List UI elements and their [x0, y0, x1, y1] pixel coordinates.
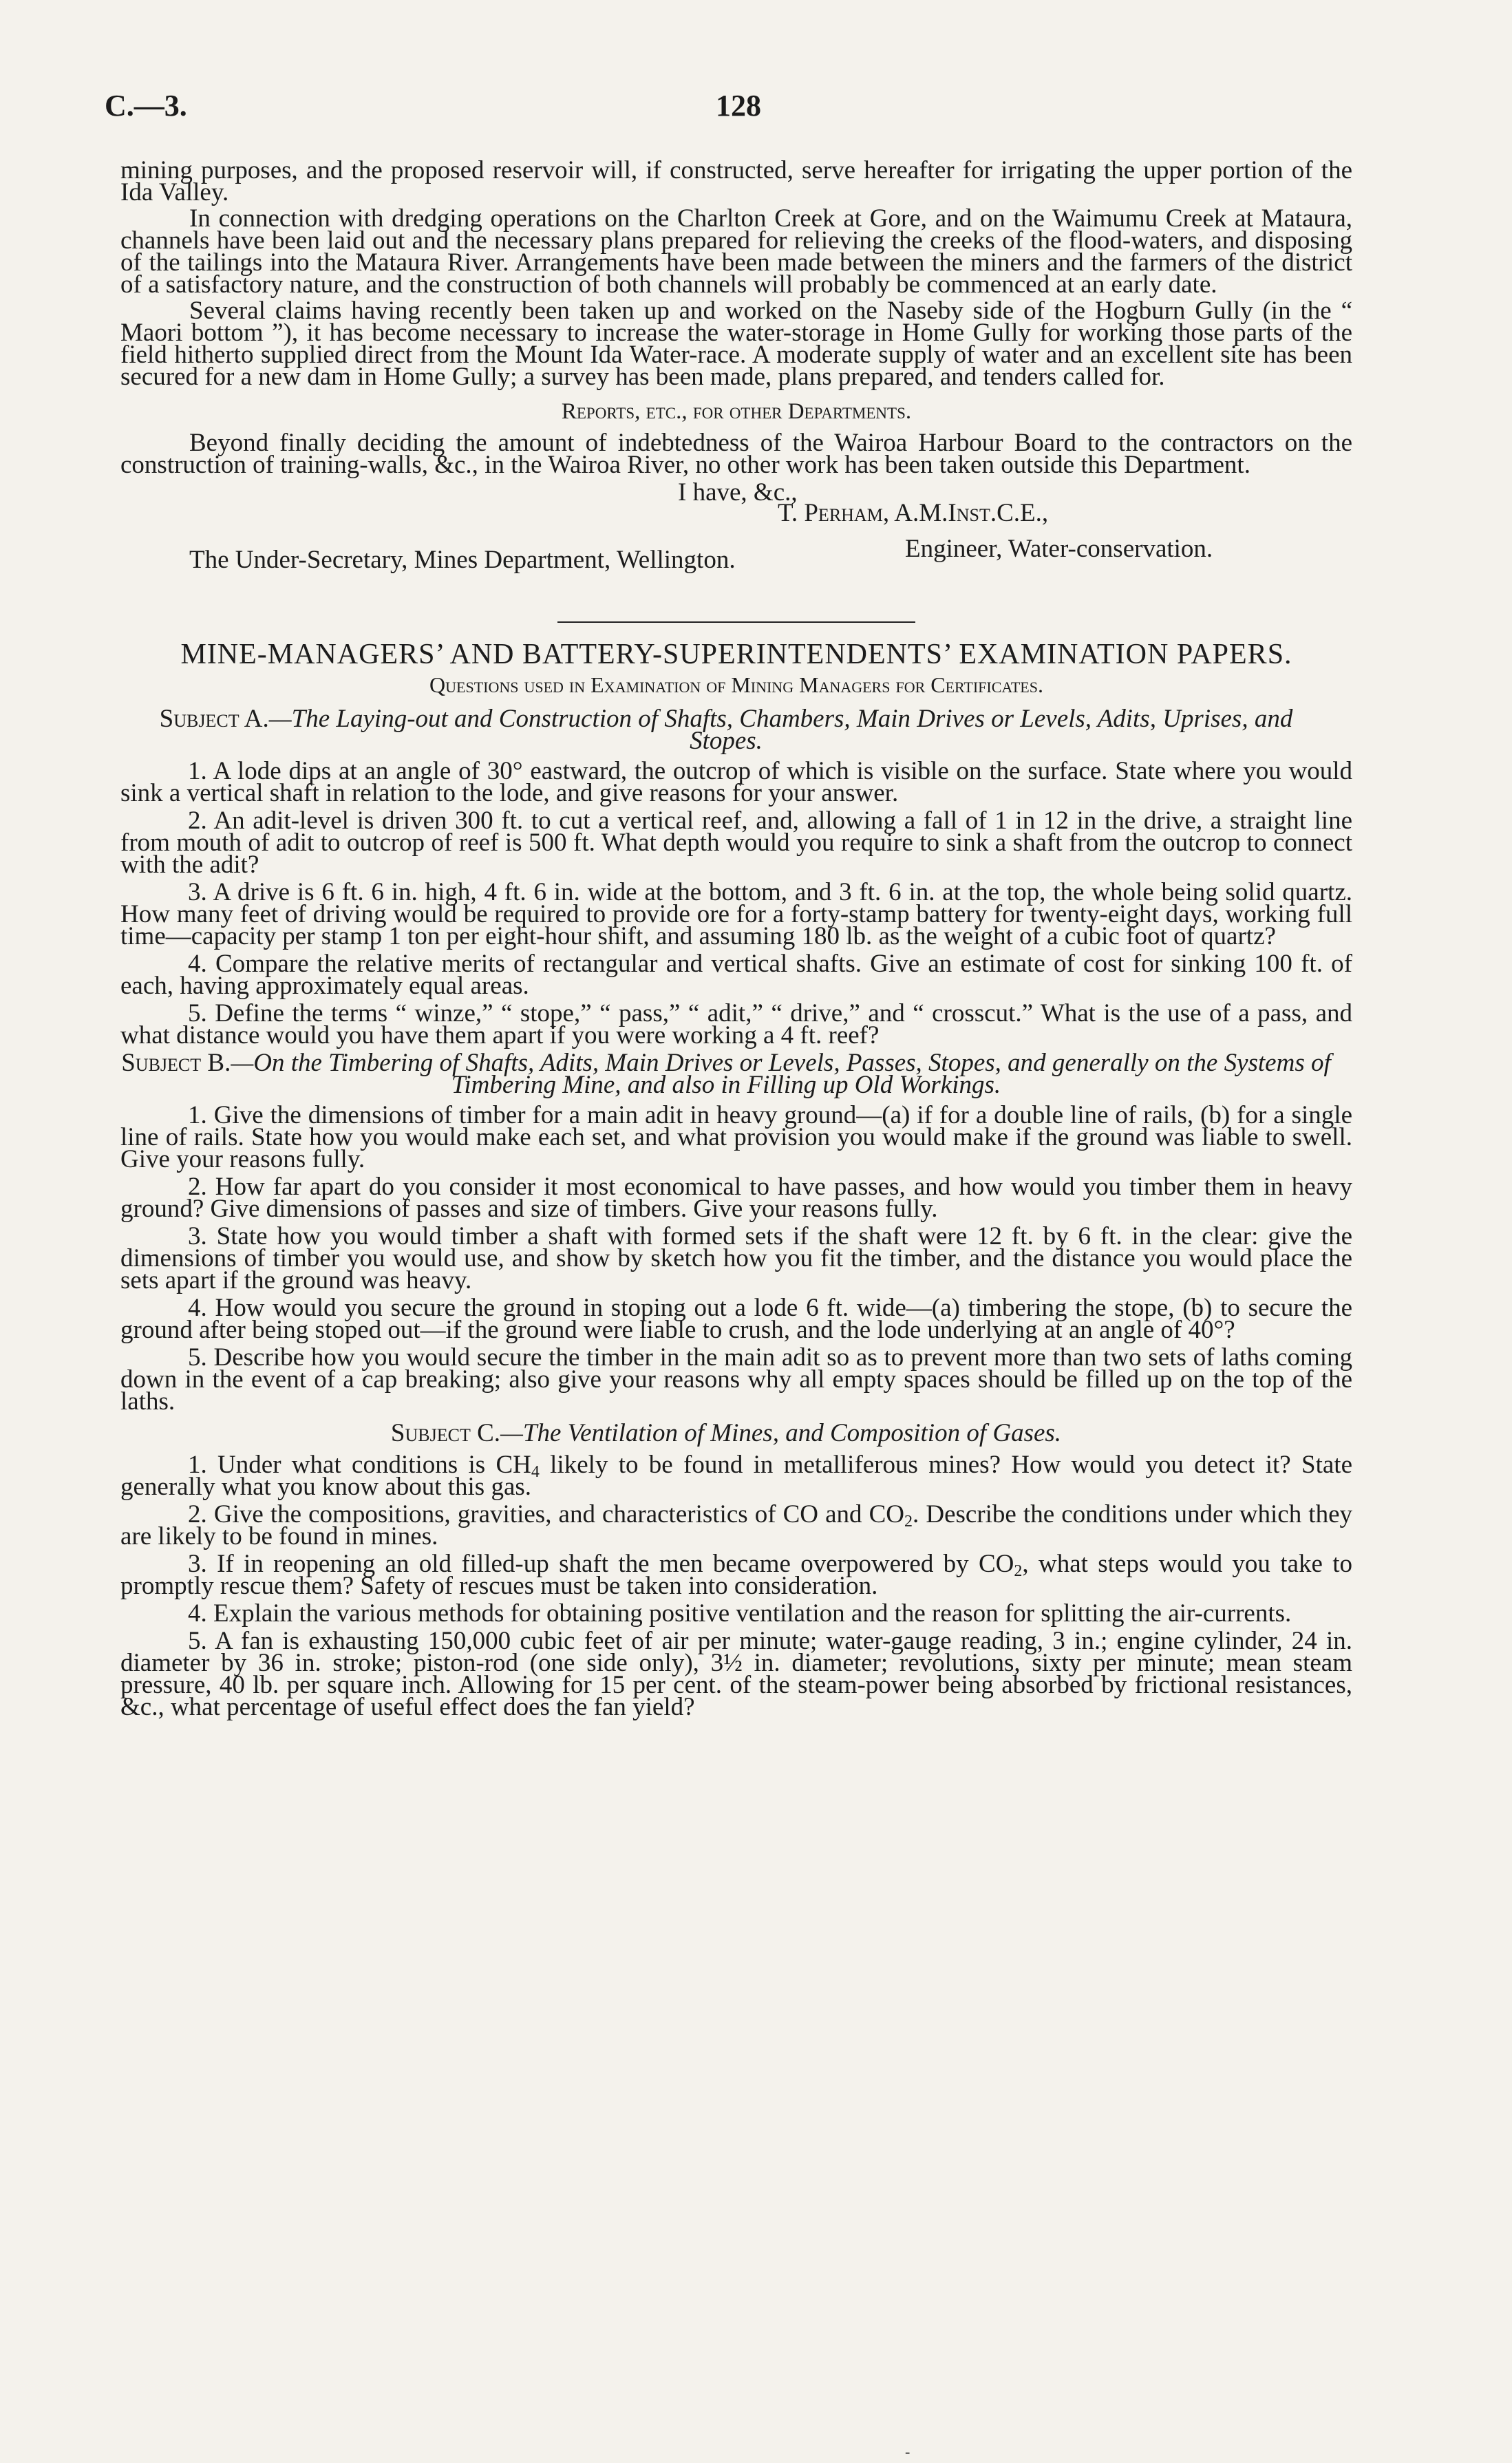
signatory-title: Engineer, Water-conservation.: [905, 535, 1213, 563]
subject-b-question-2: 2. How far apart do you consider it most economical to have passes, and how would you timber them in heavy ground? Give dimensions of passes and size of timbers. Give your reasons fully.: [120, 1173, 1352, 1223]
subject-a-question-3: 3. A drive is 6 ft. 6 in. high, 4 ft. 6 in. wide at the bottom, and 3 ft. 6 in. at the top, the whole being solid quartz. How many feet of driving would be required to provide ore for a forty-stamp battery for twenty-eight days, working full time—capacity per stamp 1 ton per eight-hour shift, and assuming 180 lb. as the weight of a cubic foot of quartz?: [120, 878, 1352, 950]
document-reference: C.—3.: [105, 89, 187, 122]
exam-title: MINE-MANAGERS’ AND BATTERY-SUPERINTENDENTS’ EXAMINATION PAPERS.: [180, 639, 1292, 670]
subject-b-question-3: 3. State how you would timber a shaft with formed sets if the shaft were 12 ft. by 6 ft. in the clear: give the dimensions of timber you would use, and show by sketch how you fit the timber, and the distance you would place the sets apart if the ground was heavy.: [120, 1222, 1352, 1294]
addressee: The Under-Secretary, Mines Department, Wellington.: [189, 546, 736, 574]
intro-paragraph-1: mining purposes, and the proposed reservoir will, if constructed, serve hereafter for irrigating the upper portion of the Ida Valley.: [120, 156, 1352, 206]
subject-a-title: —The Laying-out and Construction of Shafts, Chambers, Main Drives or Levels, Adits, Uprises, and Stopes.: [268, 705, 1293, 755]
subject-c-heading: [120, 1419, 1352, 1447]
subject-c-question-2: 2. Give the compositions, gravities, and characteristics of CO and $CO_2$. Describe the conditions under which they are likely to be found in mines.: [120, 1500, 1352, 1550]
signatory-name: T. Perham, A.M.Inst.C.E.,: [778, 499, 1049, 527]
section-divider: [557, 621, 915, 623]
page-body: [120, 156, 1353, 1724]
subject-a-question-2: 2. An adit-level is driven 300 ft. to cut a vertical reef, and, allowing a fall of 1 in 12 in the drive, a straight line from mouth of adit to outcrop of reef is 500 ft. What depth would you require to sink a shaft from the outcrop to connect with the adit?: [120, 807, 1352, 879]
subject-b-question-1: 1. Give the dimensions of timber for a main adit in heavy ground—(a) if for a double line of rails, (b) for a single line of rails. State how you would make each set, and what provision you would make if the ground was liable to swell. Give your reasons fully.: [120, 1101, 1352, 1173]
closing-line: I have, &c.,: [678, 478, 798, 507]
subject-b-question-5: 5. Describe how you would secure the timber in the main adit so as to prevent more than two sets of laths coming down in the event of a cap breaking; also give your reasons why all empty spaces should be filled up on the top of the laths.: [120, 1343, 1352, 1416]
subject-c-question-3: 3. If in reopening an old filled-up shaft the men became overpowered by $CO_2$, what steps would you take to promptly rescue them? Safety of rescues must be taken into consideration.: [120, 1550, 1352, 1600]
subject-a-question-4: 4. Compare the relative merits of rectangular and vertical shafts. Give an estimate of cost for sinking 100 ft. of each, having approximately equal areas.: [120, 950, 1352, 1000]
intro-paragraph-2: In connection with dredging operations on the Charlton Creek at Gore, and on the Waimumu Creek at Mataura, channels have been laid out and the necessary plans prepared for relieving the creeks of the flood-waters, and disposing of the tailings into the Mataura River. Arrangements have been made between the miners and the farmers of the district of a satisfactory nature, and the construction of both channels will probably be commenced at an early date.: [120, 204, 1352, 299]
signature-block: [120, 480, 1352, 601]
subject-c-question-1: 1. Under what conditions is $CH_4$ likely to be found in metalliferous mines? How would you detect it? State generally what you know about this gas.: [120, 1451, 1353, 1501]
exam-subtitle: Questions used in Examination of Mining Managers for Certificates.: [429, 672, 1043, 697]
subject-a-question-1: 1. A lode dips at an angle of 30° eastward, the outcrop of which is visible on the surface. State where you would sink a vertical shaft in relation to the lode, and give reasons for your answer.: [120, 757, 1352, 807]
subject-c-label: Subject C.: [390, 1419, 501, 1447]
subject-c-question-5: 5. A fan is exhausting 150,000 cubic feet of air per minute; water-gauge reading, 3 in.; engine cylinder, 24 in. diameter by 36 in. stroke; piston-rod (one side only), 3½ in. diameter; revolutions, sixty per minute; mean steam pressure, 40 lb. per square inch. Allowing for 15 per cent. of the steam-power being absorbed by frictional resistances, &c., what percentage of useful effect does the fan yield?: [120, 1627, 1352, 1721]
subject-a-label: Subject A.: [159, 705, 269, 733]
subject-c-title: —The Ventilation of Mines, and Composition of Gases.: [500, 1419, 1062, 1447]
subject-b-title: —On the Timbering of Shafts, Adits, Main Drives or Levels, Passes, Stopes, and generally on the Systems of Timbering Mine, and also in Filling up Old Workings.: [231, 1049, 1331, 1099]
subject-b-question-4: 4. How would you secure the ground in stoping out a lode 6 ft. wide—(a) timbering the stope, (b) to secure the ground after being stoped out—if the ground were liable to crush, and the lode underlying at an angle of 40°?: [120, 1294, 1352, 1344]
reports-heading: Reports, etc., for other Departments.: [561, 399, 912, 424]
footer-mark: -: [905, 2443, 911, 2460]
subject-a-question-5: 5. Define the terms “ winze,” “ stope,” “ pass,” “ adit,” “ drive,” and “ crosscut.” What is the use of a pass, and what distance would you have them apart if you were working a 4 ft. reef?: [120, 999, 1352, 1049]
subject-a-heading: [120, 705, 1352, 755]
page-number: 128: [716, 89, 761, 122]
subject-c-question-4: 4. Explain the various methods for obtaining positive ventilation and the reason for splitting the air-currents.: [188, 1599, 1292, 1628]
subject-b-label: Subject B.: [121, 1049, 231, 1077]
subject-b-heading: [120, 1049, 1352, 1099]
intro-paragraph-3: Several claims having recently been taken up and worked on the Naseby side of the Hogburn Gully (in the “ Maori bottom ”), it has become necessary to increase the water-storage in Home Gully for working those parts of the field hitherto supplied direct from the Mount Ida Water-race. A moderate supply of water and an excellent site has been secured for a new dam in Home Gully; a survey has been made, plans prepared, and tenders called for.: [120, 297, 1352, 391]
reports-paragraph: Beyond finally deciding the amount of indebtedness of the Wairoa Harbour Board to the contractors on the construction of training-walls, &c., in the Wairoa River, no other work has been taken outside this Department.: [120, 429, 1352, 479]
